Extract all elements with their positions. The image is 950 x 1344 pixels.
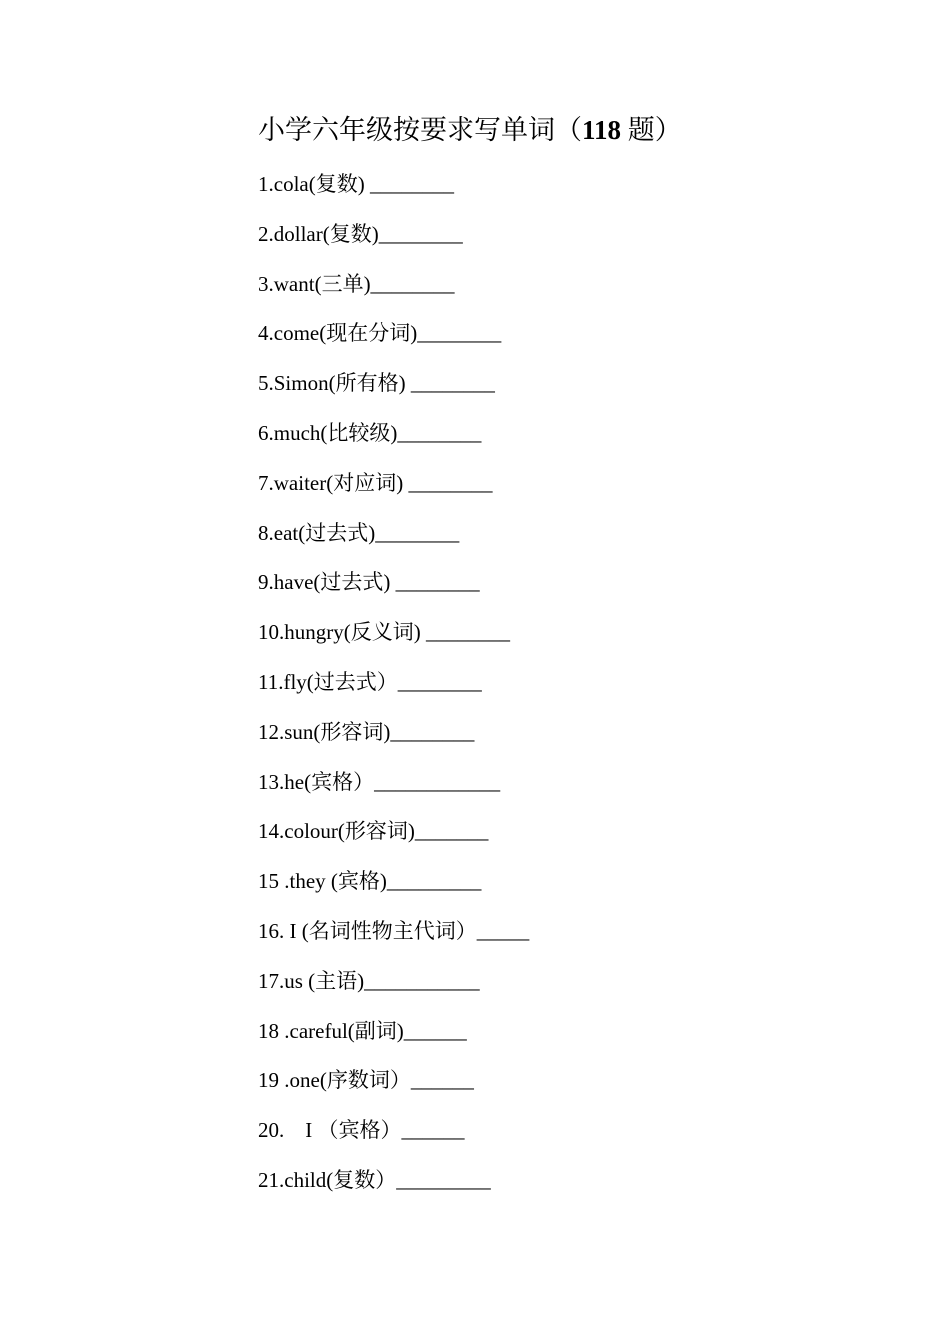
exercise-item-5: 5.Simon(所有格) ________ [258,371,495,396]
exercise-item-15: 15 .they (宾格)_________ [258,869,482,894]
exercise-item-9: 9.have(过去式) ________ [258,570,480,595]
page-title [258,112,682,148]
exercise-item-8: 8.eat(过去式)________ [258,520,460,545]
exercise-list [258,168,529,1214]
exercise-item-20: 20. I （宾格）______ [258,1118,465,1143]
exercise-item-3: 3.want(三单)________ [258,271,455,296]
title-suffix: 题） [621,115,682,145]
exercise-item-6: 6.much(比较级)________ [258,420,482,445]
exercise-item-17: 17.us (主语)___________ [258,968,480,993]
exercise-item-13: 13.he(宾格）____________ [258,769,501,794]
exercise-item-4: 4.come(现在分词)________ [258,321,502,346]
exercise-item-14: 14.colour(形容词)_______ [258,819,489,844]
exercise-item-18: 18 .careful(副词)______ [258,1018,467,1043]
exercise-item-12: 12.sun(形容词)________ [258,719,475,744]
exercise-item-1: 1.cola(复数) ________ [258,172,454,196]
exercise-item-2: 2.dollar(复数)________ [258,221,463,246]
exercise-item-11: 11.fly(过去式）________ [258,669,482,694]
exercise-item-10: 10.hungry(反义词) ________ [258,620,510,645]
title-prefix: 小学六年级按要求写单词（ [258,115,582,145]
exercise-item-21: 21.child(复数）_________ [258,1167,491,1192]
exercise-item-16: 16. I (名词性物主代词）_____ [258,918,530,943]
exercise-item-19: 19 .one(序数词）______ [258,1068,474,1093]
exercise-item-7: 7.waiter(对应词) ________ [258,470,493,495]
title-count: 118 [582,115,622,145]
